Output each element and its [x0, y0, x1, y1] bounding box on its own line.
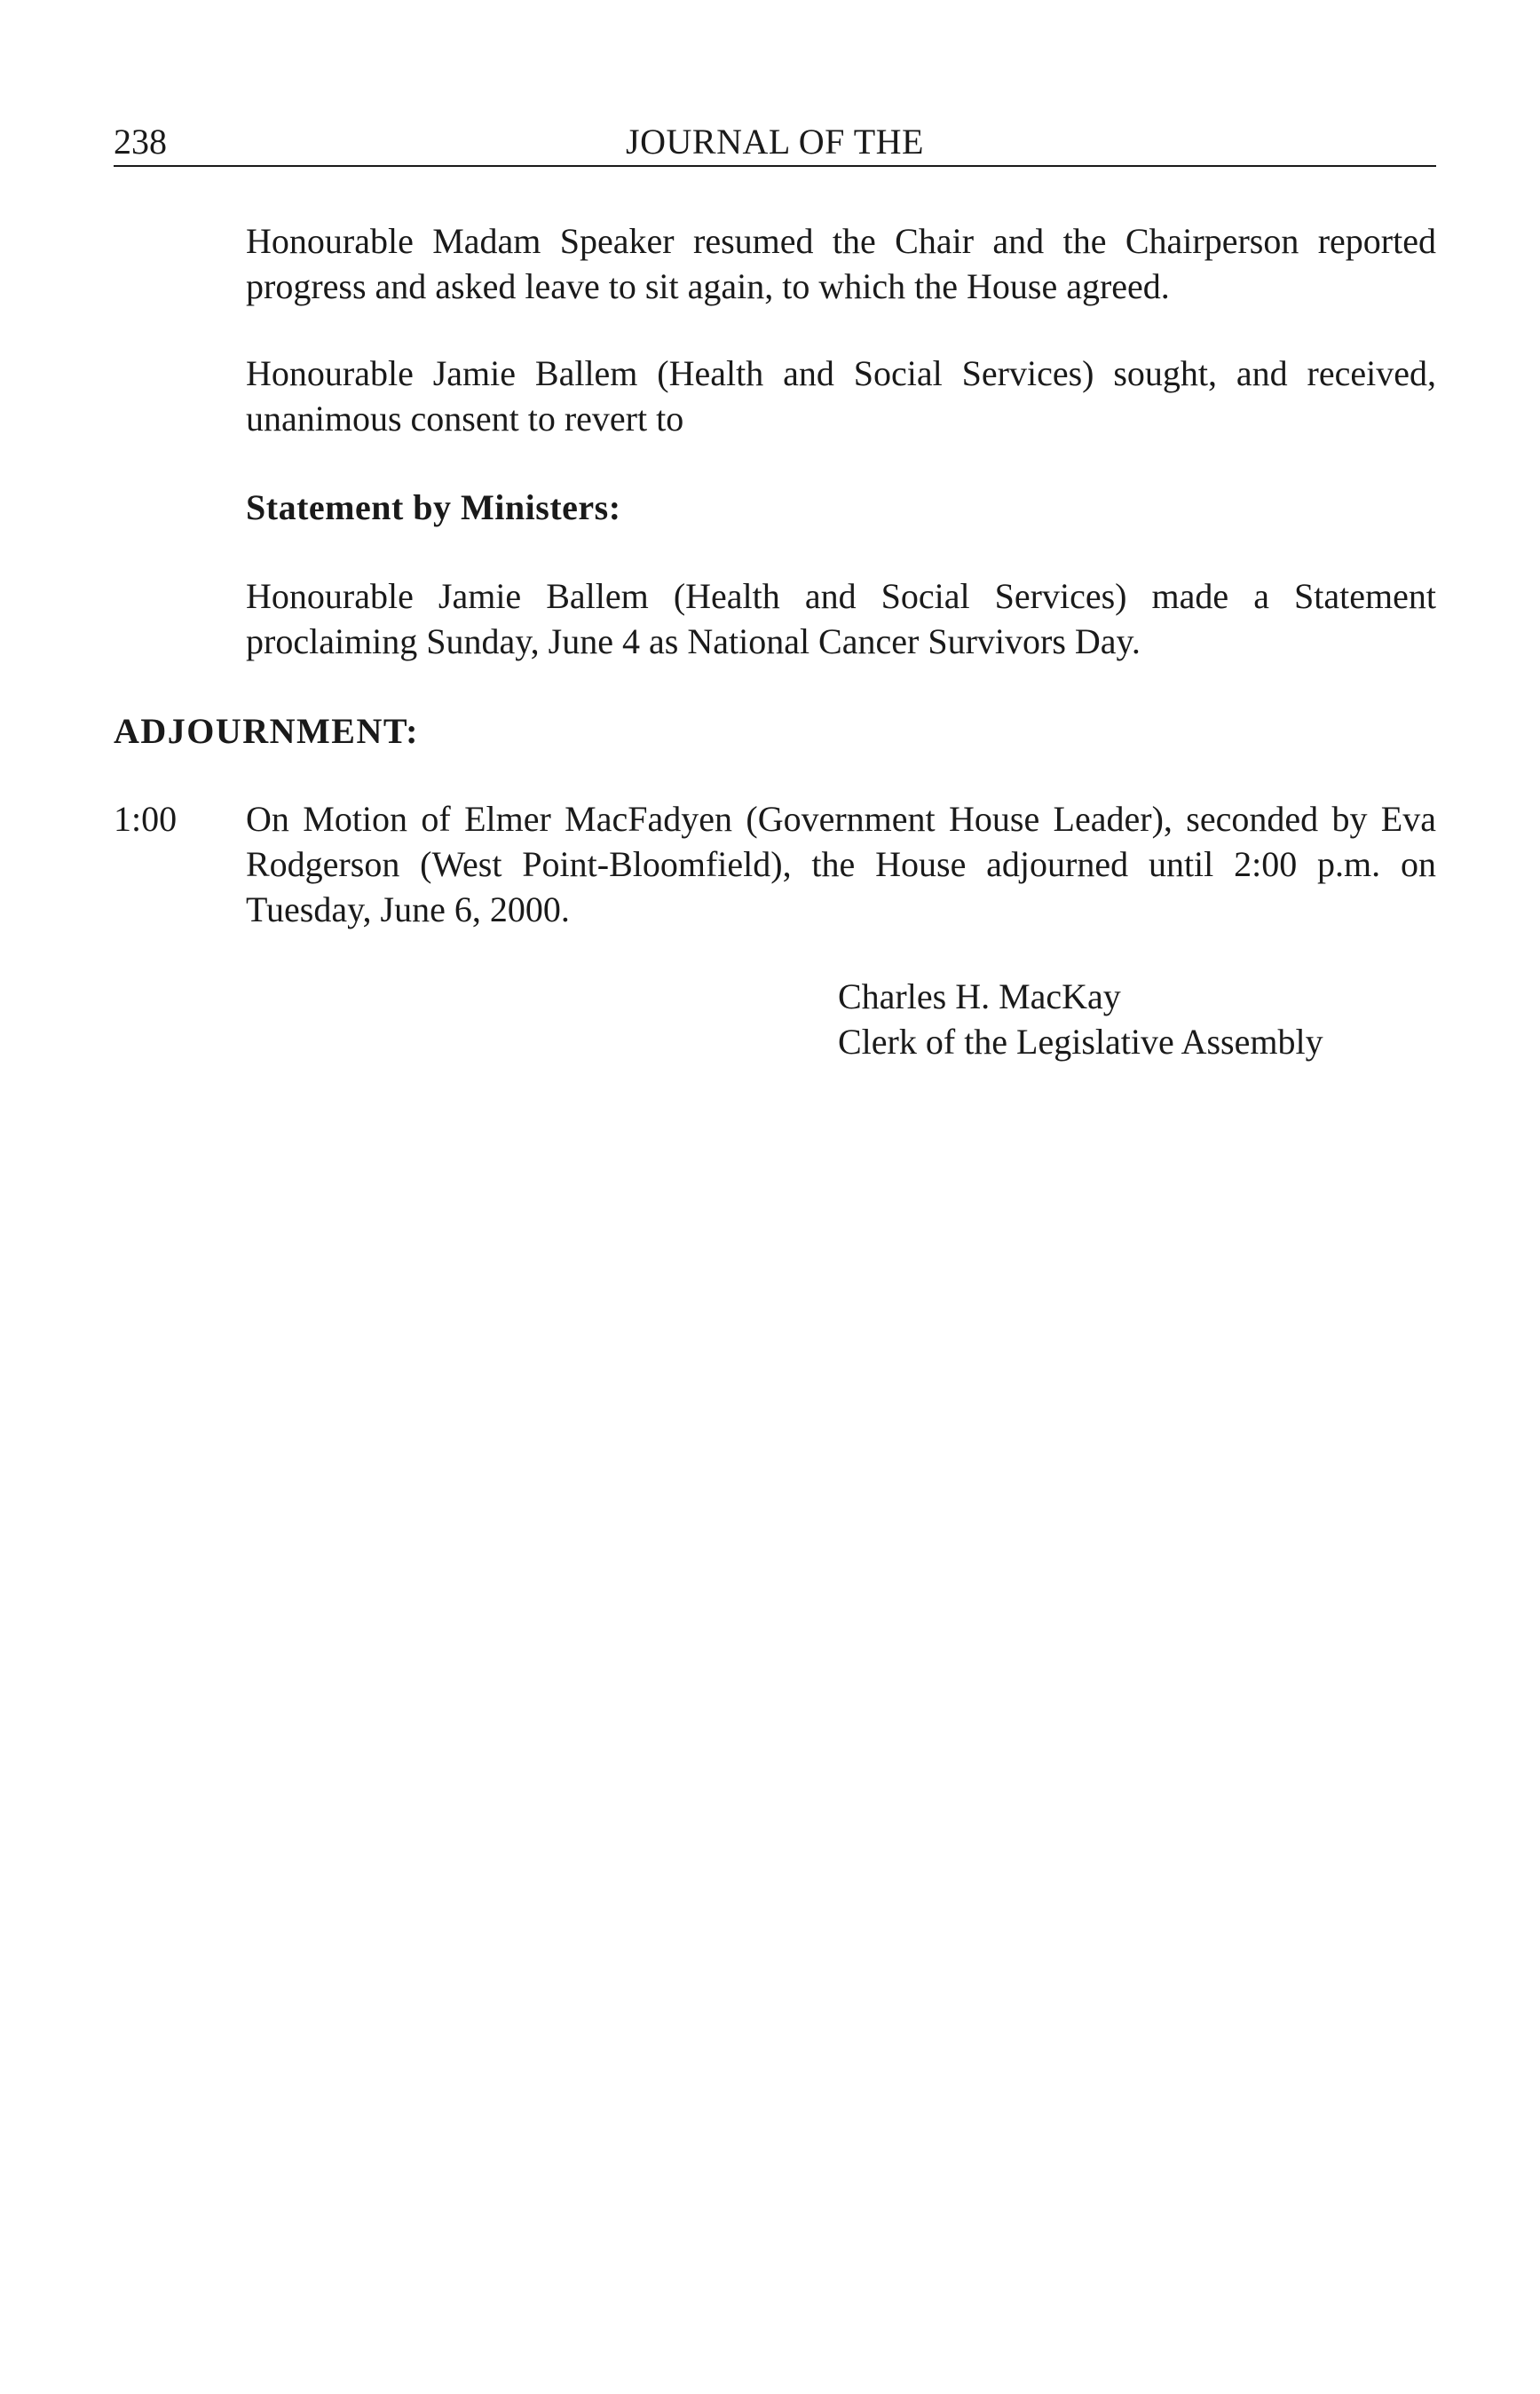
page-number: 238: [114, 122, 167, 162]
subheading-statement-by-ministers: Statement by Ministers:: [246, 487, 621, 527]
page-header: [114, 121, 1436, 167]
paragraph-unanimous-consent: Honourable Jamie Ballem (Health and Social Services) sought, and received, unanimous consent to revert to: [246, 353, 1436, 439]
adjournment-time: 1:00: [114, 799, 178, 839]
signatory-title: Clerk of the Legislative Assembly: [838, 1022, 1323, 1062]
signature-block: [838, 974, 1323, 1064]
paragraph-speaker-resumed: Honourable Madam Speaker resumed the Chair and the Chairperson reported progress and asked leave to sit again, to which the House agreed.: [246, 221, 1436, 306]
section-heading-adjournment: ADJOURNMENT:: [114, 711, 419, 751]
paragraph-adjournment-motion: On Motion of Elmer MacFadyen (Government House Leader), seconded by Eva Rodgerson (West Point-Bloomfield), the House adjourned until 2:00 p.m. on Tuesday, June 6, 2000.: [246, 799, 1436, 929]
running-head: JOURNAL OF THE: [626, 122, 924, 162]
signatory-name: Charles H. MacKay: [838, 976, 1121, 1016]
paragraph-ministerial-statement: Honourable Jamie Ballem (Health and Social Services) made a Statement proclaiming Sunday, June 4 as National Cancer Survivors Day.: [246, 576, 1436, 661]
